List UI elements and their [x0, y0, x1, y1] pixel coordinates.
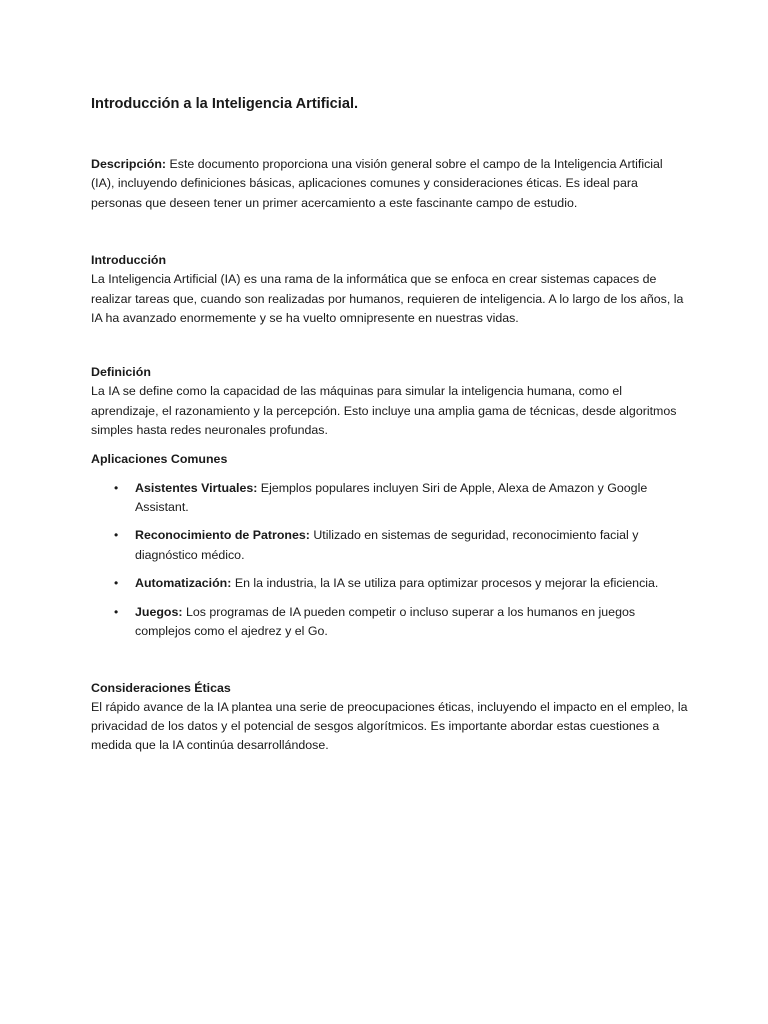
list-item-text: Ejemplos populares incluyen Siri de Apple, Alexa de Amazon y Google Assistant.: [135, 480, 648, 515]
bullet-icon: •: [114, 576, 119, 591]
list-item-label: Reconocimiento de Patrones:: [135, 528, 310, 543]
section-text-introduccion: La Inteligencia Artificial (IA) es una rama de la informática que se enfoca en crear sistemas capaces de realizar tareas que, cuando son realizadas por humanos, requieren de inteligencia. A lo largo de los años, la IA ha avanzado enormemente y se ha vuelto omnipresente en nuestras vidas.: [91, 272, 684, 326]
list-item-text: Los programas de IA pueden competir o incluso superar a los humanos en juegos complejos como el ajedrez y el Go.: [135, 604, 636, 639]
description-text: Este documento proporciona una visión general sobre el campo de la Inteligencia Artificial (IA), incluyendo definiciones básicas, aplicaciones comunes y consideraciones éticas. Es ideal para personas que deseen tener un primer acercamiento a este fascinante campo de estudio.: [91, 157, 663, 210]
document-title: Introducción a la Inteligencia Artificial.: [91, 96, 359, 112]
bullet-icon: •: [114, 528, 119, 543]
applications-list: [91, 479, 688, 642]
section-heading-definicion: Definición: [91, 365, 151, 380]
list-item: [114, 603, 688, 642]
bullet-icon: •: [114, 480, 119, 495]
list-item: [114, 479, 688, 518]
list-item-label: Asistentes Virtuales:: [135, 480, 258, 495]
bullet-icon: •: [114, 604, 119, 619]
section-text-consideraciones-eticas: El rápido avance de la IA plantea una serie de preocupaciones éticas, incluyendo el impacto en el empleo, la privacidad de los datos y el potencial de sesgos algorítmicos. Es importante abordar estas cuestiones a medida que la IA continúa desarrollándose.: [91, 699, 688, 753]
list-item-text: Utilizado en sistemas de seguridad, reconocimiento facial y diagnóstico médico.: [135, 528, 639, 562]
list-item: [114, 574, 688, 593]
list-item: [114, 526, 688, 565]
list-item-text: En la industria, la IA se utiliza para optimizar procesos y mejorar la eficiencia.: [231, 576, 659, 591]
section-text-definicion: La IA se define como la capacidad de las máquinas para simular la inteligencia humana, como el aprendizaje, el razonamiento y la percepción. Esto incluye una amplia gama de técnicas, desde algoritmos simples hasta redes neuronales profundas.: [91, 384, 677, 438]
list-item-label: Automatización:: [135, 576, 232, 591]
description-label: Descripción:: [91, 157, 167, 171]
section-heading-introduccion: Introducción: [91, 253, 167, 268]
section-heading-consideraciones-eticas: Consideraciones Éticas: [91, 680, 231, 695]
section-heading-aplicaciones: Aplicaciones Comunes: [91, 451, 228, 466]
list-item-label: Juegos:: [135, 604, 183, 619]
description-paragraph: [91, 155, 688, 213]
